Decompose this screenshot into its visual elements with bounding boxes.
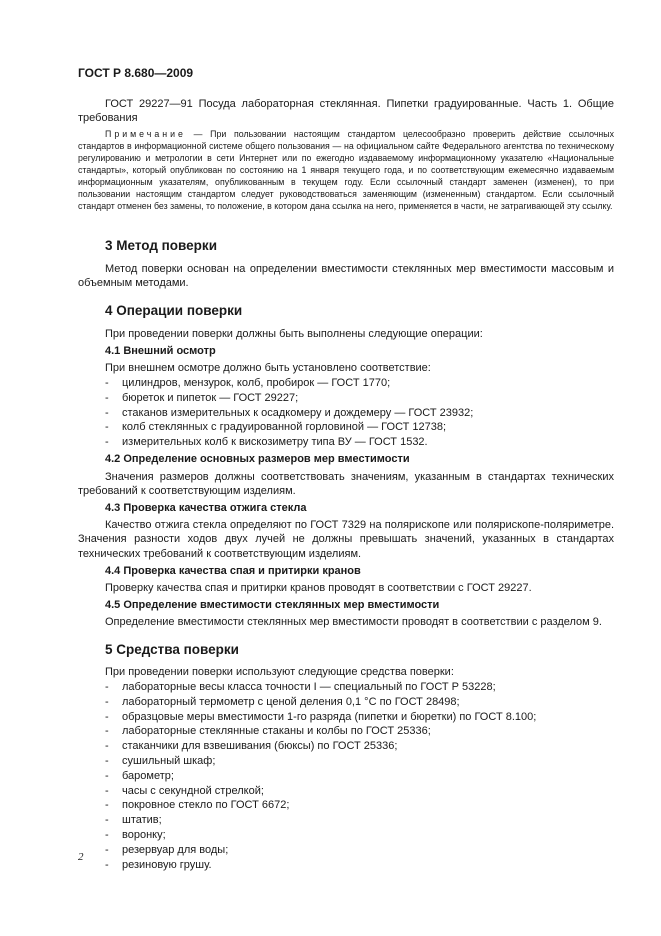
list-bullet: - xyxy=(105,785,109,797)
section-5-title: 5 Средства поверки xyxy=(105,642,239,657)
list-item: - лабораторные весы класса точности I — специальный по ГОСТ Р 53228; xyxy=(105,681,496,693)
list-item: - резервуар для воды; xyxy=(105,844,229,856)
list-item: - барометр; xyxy=(105,770,174,782)
list-bullet: - xyxy=(105,844,109,856)
page-number: 2 xyxy=(78,851,84,863)
list-item: - штатив; xyxy=(105,814,162,826)
list-item: - покровное стекло по ГОСТ 6672; xyxy=(105,799,290,811)
list-bullet: - xyxy=(105,681,109,693)
list-bullet: - xyxy=(105,814,109,826)
list-item: - часы с секундной стрелкой; xyxy=(105,785,264,797)
list-bullet: - xyxy=(105,770,109,782)
list-item: - резиновую грушу. xyxy=(105,859,212,871)
list-bullet: - xyxy=(105,725,109,737)
list-bullet: - xyxy=(105,755,109,767)
list-item: - воронку; xyxy=(105,829,166,841)
section-4-4-title: 4.4 Проверка качества спая и притирки кранов xyxy=(105,565,361,577)
note xyxy=(78,128,614,212)
list-bullet: - xyxy=(105,407,109,419)
list-bullet: - xyxy=(105,799,109,811)
section-4-1-title: 4.1 Внешний осмотр xyxy=(105,345,216,357)
list-bullet: - xyxy=(105,436,109,448)
list-bullet: - xyxy=(105,711,109,723)
list-item: - лабораторный термометр с ценой деления 0,1 °С по ГОСТ 28498; xyxy=(105,696,460,708)
list-item: - измерительных колб к вискозиметру типа ВУ — ГОСТ 1532. xyxy=(105,436,428,448)
section-4-3-title: 4.3 Проверка качества отжига стекла xyxy=(105,502,307,514)
list-bullet: - xyxy=(105,696,109,708)
page-header: ГОСТ Р 8.680—2009 xyxy=(78,66,194,80)
section-4-intro: При проведении поверки должны быть выполнены следующие операции: xyxy=(105,328,483,340)
section-4-5-text: Определение вместимости стеклянных мер вместимости проводят в соответствии с разделом 9. xyxy=(105,616,602,628)
list-bullet: - xyxy=(105,392,109,404)
list-item: - стаканчики для взвешивания (бюксы) по ГОСТ 25336; xyxy=(105,740,398,752)
list-item: - сушильный шкаф; xyxy=(105,755,216,767)
list-bullet: - xyxy=(105,859,109,871)
list-item: - цилиндров, мензурок, колб, пробирок — ГОСТ 1770; xyxy=(105,377,391,389)
section-4-2-text: Значения размеров должны соответствовать значениям, указанным в стандартах технических требований к соответствующим изделиям. xyxy=(78,471,614,498)
section-4-5-title: 4.5 Определение вместимости стеклянных мер вместимости xyxy=(105,599,440,611)
list-bullet: - xyxy=(105,740,109,752)
section-4-3-text: Качество отжига стекла определяют по ГОСТ 7329 на полярископе или полярископе-поляриметре. Значения разности ходов двух лучей не должны превышать значений, указанных в стандартах технических требований к соответствующим изделиям. xyxy=(78,519,614,560)
list-item: - бюреток и пипеток — ГОСТ 29227; xyxy=(105,392,299,404)
list-bullet: - xyxy=(105,377,109,389)
section-4-1-intro: При внешнем осмотре должно быть установлено соответствие: xyxy=(105,362,431,374)
list-item: - лабораторные стеклянные стаканы и колбы по ГОСТ 25336; xyxy=(105,725,431,737)
section-5-intro: При проведении поверки используют следующие средства поверки: xyxy=(105,666,454,678)
list-bullet: - xyxy=(105,421,109,433)
section-4-title: 4 Операции поверки xyxy=(105,303,243,318)
list-item: - колб стеклянных с градуированной горловиной — ГОСТ 12738; xyxy=(105,421,447,433)
section-4-4-text: Проверку качества спая и притирки кранов проводят в соответствии с ГОСТ 29227. xyxy=(105,582,532,594)
list-bullet: - xyxy=(105,829,109,841)
list-item: - образцовые меры вместимости 1-го разряда (пипетки и бюретки) по ГОСТ 8.100; xyxy=(105,711,537,723)
note-label: Примечание xyxy=(105,129,186,139)
section-3-title: 3 Метод поверки xyxy=(105,238,217,253)
note-text: — При пользовании настоящим стандартом целесообразно проверить действие ссылочных стандартов в информационной системе общего пользования — на официальном сайте Федерального агентства по техническому регулированию и метрологии в сети Интернет или по ежегодно издаваемому информационному указателю «Национальные стандарты», который опубликован по состоянию на 1 января текущего года, и по соответствующим ежемесячно издаваемым информационным указателям, опубликованным в текущем году. Если ссылочный стандарт заменен (изменен), то при пользовании настоящим стандартом следует руководствоваться заменяющим (измененным) стандартом. Если ссылочный стандарт отменен без замены, то положение, в котором дана ссылка на него, применяется в части, не затрагивающей эту ссылку. xyxy=(78,129,614,211)
section-4-2-title: 4.2 Определение основных размеров мер вместимости xyxy=(105,453,410,465)
list-item: - стаканов измерительных к осадкомеру и дождемеру — ГОСТ 23932; xyxy=(105,407,474,419)
section-3-text: Метод поверки основан на определении вместимости стеклянных мер вместимости массовым и объемным методами. xyxy=(78,263,614,290)
reference-gost-29227: ГОСТ 29227—91 Посуда лабораторная стеклянная. Пипетки градуированные. Часть 1. Общие требования xyxy=(78,98,614,125)
